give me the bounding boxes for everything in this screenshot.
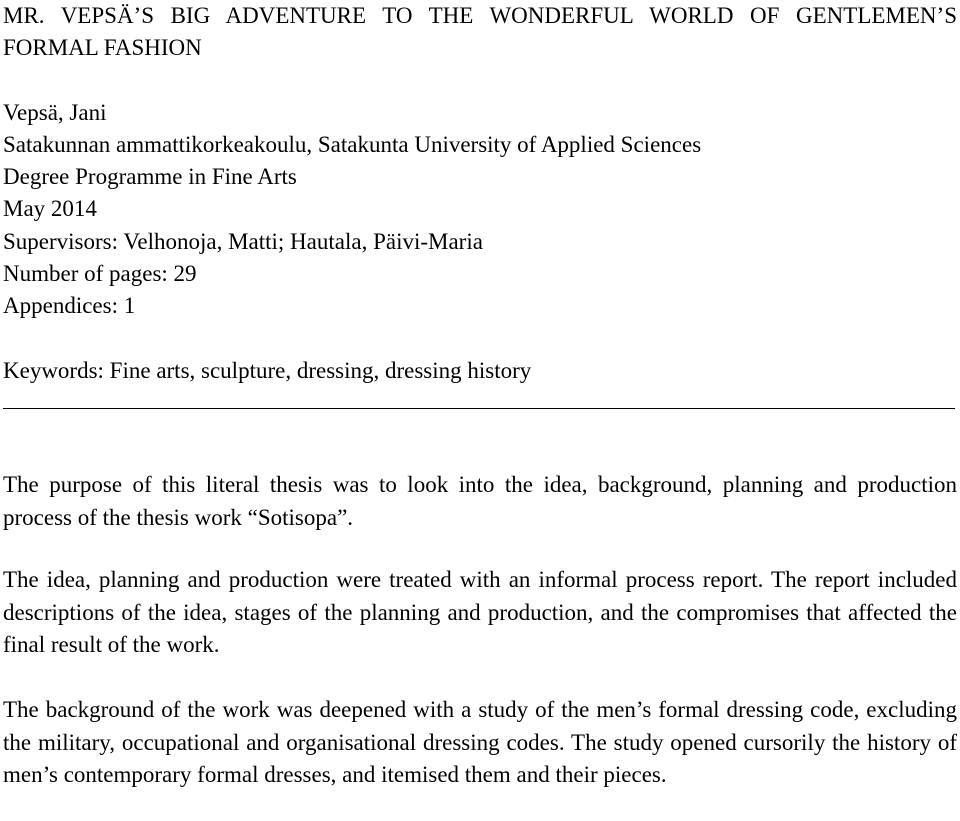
separator-rule [3,408,955,409]
author-line: Vepsä, Jani [3,100,107,125]
pages-line: Number of pages: 29 [3,261,197,286]
appendices-line: Appendices: 1 [3,293,136,318]
abstract-paragraph-2: The idea, planning and production were treated with an informal process report. The report included descriptions of the idea, stages of the planning and production, and the compromises that affected the final result of the work. [3,567,957,658]
abstract-paragraph-1: The purpose of this literal thesis was to look into the idea, background, planning and production process of the thesis work “Sotisopa”. [3,472,957,530]
date-line: May 2014 [3,196,97,221]
programme-line: Degree Programme in Fine Arts [3,164,297,189]
abstract-paragraph-3: The background of the work was deepened with a study of the men’s formal dressing code, excluding the military, occupational and organisational dressing codes. The study opened cursorily the history of men’s contemporary formal dresses, and itemised them and their pieces. [3,697,957,788]
institution-line: Satakunnan ammattikorkeakoulu, Satakunta University of Applied Sciences [3,132,702,157]
thesis-title: MR. VEPSÄ’S BIG ADVENTURE TO THE WONDERFUL WORLD OF GENTLEMEN’S FORMAL FASHION [3,3,957,60]
keywords-line: Keywords: Fine arts, sculpture, dressing, dressing history [3,358,532,383]
supervisors-line: Supervisors: Velhonoja, Matti; Hautala, Päivi-Maria [3,229,483,254]
